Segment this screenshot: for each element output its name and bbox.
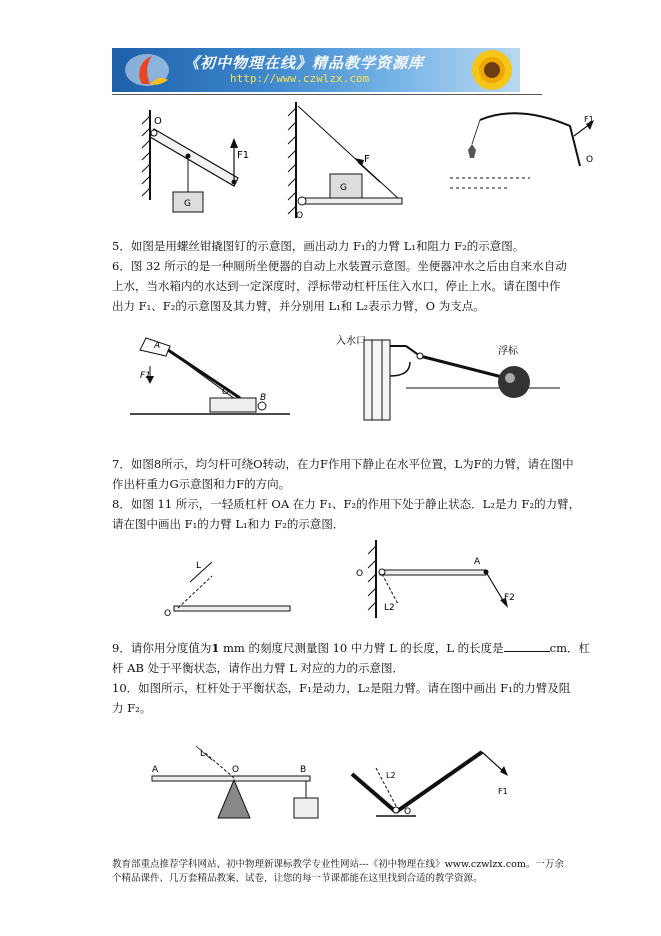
question-7-line-2: 作出杆重力G示意图和力F的方向。 <box>112 477 291 491</box>
label-l-2: L <box>200 749 206 759</box>
header-rule <box>112 94 542 95</box>
label-o-5: O <box>164 609 172 619</box>
figure-fishing-rod <box>450 113 594 188</box>
label-l2-2: L2 <box>386 771 396 780</box>
label-a: A <box>154 341 161 351</box>
header-banner <box>112 48 520 92</box>
label-o-8: O <box>404 807 412 817</box>
footer-line-2: 个精品课件、几万套精品教案、试卷，让您的每一节课都能在这里找到合适的教学资源。 <box>112 873 483 884</box>
label-f: F <box>364 154 370 165</box>
label-f1-4: F1 <box>498 787 508 796</box>
label-inlet: 入水口 <box>336 336 366 347</box>
label-g: G <box>184 199 191 209</box>
label-float: 浮标 <box>498 346 518 357</box>
question-8-line-2: 请在图中画出 F₁的力臂 L₁和力 F₂的示意图． <box>112 517 345 531</box>
banner-url: http://www.czwlzx.com <box>230 72 370 85</box>
label-a-2: A <box>474 557 481 567</box>
banner-title: 《初中物理在线》精品教学资源库 <box>184 54 425 72</box>
label-o-4: O <box>222 387 230 397</box>
label-g-2: G <box>340 183 347 193</box>
label-b-2: B <box>300 765 307 775</box>
question-9-part-d: cm．杠 <box>549 641 591 655</box>
logo-icon <box>122 50 172 90</box>
question-6-line-2: 上水，当水箱内的水达到一定深度时，浮标带动杠杆压住入水口，停止上水。请在图中作 <box>112 279 561 293</box>
sunflower-icon <box>462 48 520 92</box>
question-9-part-a: 9．请你用分度值为 <box>112 641 212 655</box>
figure-row-2 <box>110 326 570 422</box>
figure-bracket <box>288 102 402 218</box>
label-a-3: A <box>152 765 159 775</box>
figure-float-valve <box>364 340 560 420</box>
question-9-part-c: mm 的刻度尺测量图 10 中力臂 L 的长度，L 的长度是 <box>219 641 504 655</box>
question-10-line-1: 10．如图所示，杠杆处于平衡状态，F₁是动力，L₂是阻力臂。请在图中画出 F₁的力臂及阻 <box>112 681 571 695</box>
figure-bent-lever <box>352 752 508 816</box>
answer-blank[interactable] <box>504 639 550 652</box>
figure-row-4 <box>110 732 530 836</box>
question-9-part-b: 1 <box>211 641 220 655</box>
label-f2: F2 <box>504 593 515 603</box>
label-f1: F1 <box>237 150 250 161</box>
footer-line-1: 教育部重点推荐学科网站、初中物理新课标教学专业性网站---《初中物理在线》www.czwlzx.com。一万余 <box>112 859 564 870</box>
label-f1-2: F1 <box>584 115 594 124</box>
question-10-line-2: 力 F₂。 <box>112 701 152 715</box>
label-o-7: O <box>232 765 240 775</box>
question-7-line-1: 7．如图8所示，均匀杆可绕O转动，在力F作用下静止在水平位置，L为F的力臂，请在图中 <box>112 457 574 471</box>
question-8-line-1: 8．如图 11 所示，一轻质杠杆 OA 在力 F₁、F₂的作用下处于静止状态．L₂是力 F₂的力臂， <box>112 497 581 511</box>
figure-rod-l <box>174 562 290 611</box>
label-o-3: O <box>586 155 594 165</box>
label-o-2: O <box>296 211 304 221</box>
question-6-line-1: 6．图 32 所示的是一种厕所坐便器的自动上水装置示意图。坐便器冲水之后由自来水自动 <box>112 259 567 273</box>
label-l: L <box>196 561 202 571</box>
figure-row-1 <box>110 96 610 236</box>
question-9-line-2: 杆 AB 处于平衡状态，请作出力臂 L 对应的力的示意图． <box>112 661 405 675</box>
label-o-6: O <box>356 569 364 579</box>
question-9-line-1 <box>112 638 590 658</box>
figure-balance-lever <box>152 746 318 818</box>
label-f1-3: F1 <box>140 371 151 381</box>
question-5: 5．如图是用螺丝钳撬图钉的示意图，画出动力 F₁的力臂 L₁和阻力 F₂的示意图。 <box>112 239 525 253</box>
question-6-line-3: 出力 F₁、F₂的示意图及其力臂，并分别用 L₁和 L₂表示力臂，O 为支点。 <box>112 299 485 313</box>
label-l2: L2 <box>384 603 395 613</box>
figure-row-3 <box>110 540 530 624</box>
label-b: B <box>260 393 267 403</box>
label-o: O <box>154 116 162 127</box>
